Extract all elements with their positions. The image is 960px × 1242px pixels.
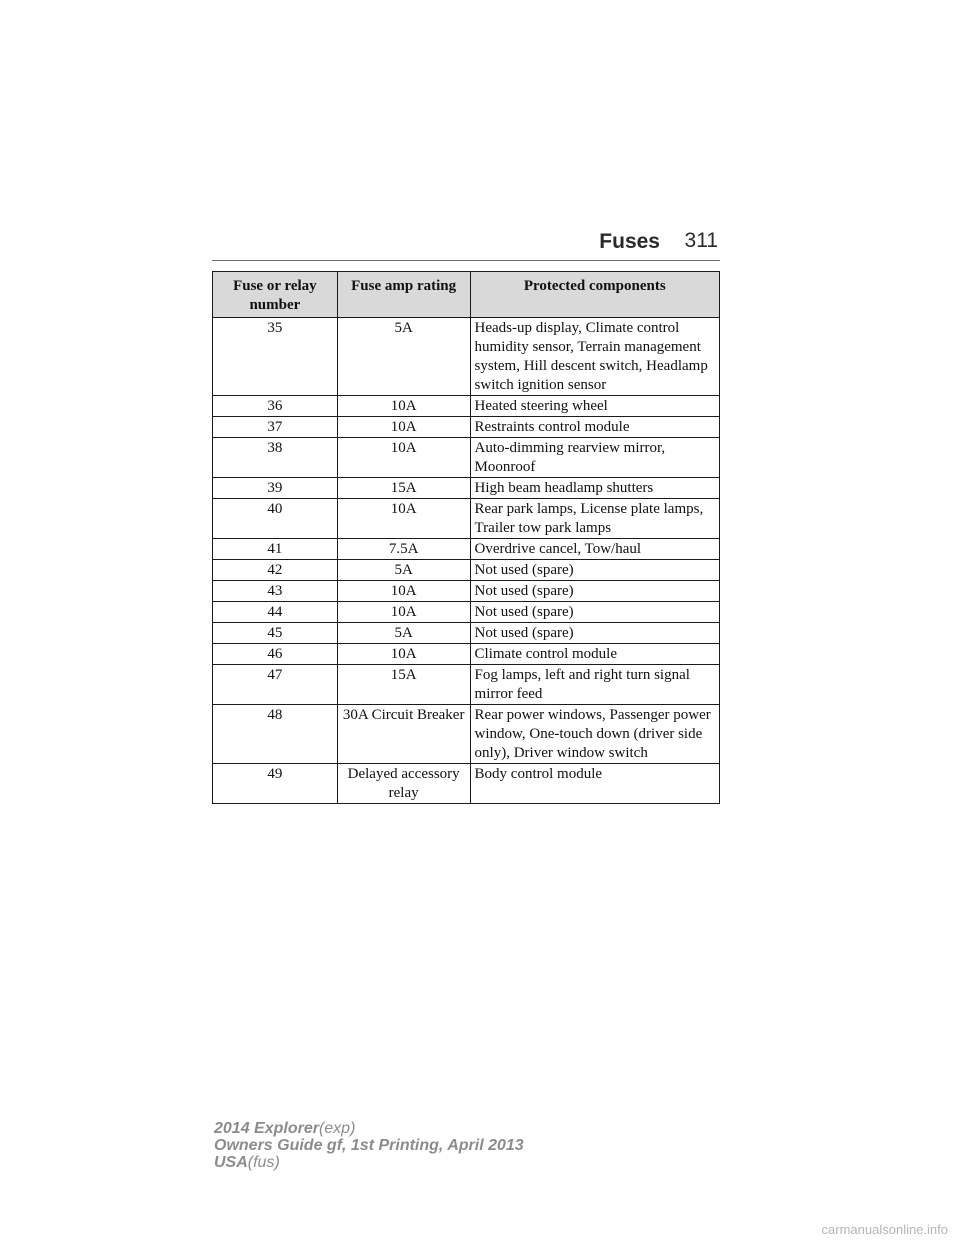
amp-rating-cell: 10A (337, 396, 470, 417)
fuse-number-cell: 35 (213, 318, 338, 396)
fuse-number-cell: 49 (213, 764, 338, 804)
fuse-number-cell: 40 (213, 499, 338, 539)
table-row (213, 705, 720, 764)
protected-components-cell: Body control module (470, 764, 719, 804)
fuse-number-cell: 42 (213, 560, 338, 581)
table-row (213, 623, 720, 644)
amp-rating-cell: 10A (337, 499, 470, 539)
fuse-number-cell: 38 (213, 438, 338, 478)
footer-line-model (214, 1120, 524, 1137)
footer-model-code: (exp) (318, 1120, 356, 1137)
footer-line-printing: Owners Guide gf, 1st Printing, April 2013 (214, 1137, 524, 1154)
fuse-number-cell: 41 (213, 539, 338, 560)
protected-components-cell: Not used (spare) (470, 560, 719, 581)
fuse-number-cell: 37 (213, 417, 338, 438)
fuse-number-cell: 45 (213, 623, 338, 644)
fuse-number-cell: 36 (213, 396, 338, 417)
watermark: carmanualsonline.info (821, 1222, 948, 1237)
amp-rating-cell: 5A (337, 318, 470, 396)
fuse-number-cell: 48 (213, 705, 338, 764)
protected-components-cell: Fog lamps, left and right turn signal mirror feed (470, 665, 719, 705)
column-header-amp-rating: Fuse amp rating (337, 272, 470, 318)
fuse-table (212, 271, 720, 804)
amp-rating-cell: Delayed accessory relay (337, 764, 470, 804)
amp-rating-cell: 10A (337, 581, 470, 602)
fuse-number-cell: 46 (213, 644, 338, 665)
table-row (213, 764, 720, 804)
document-footer (214, 1120, 524, 1171)
table-row (213, 581, 720, 602)
amp-rating-cell: 10A (337, 602, 470, 623)
fuse-number-cell: 39 (213, 478, 338, 499)
protected-components-cell: Restraints control module (470, 417, 719, 438)
footer-market-code: (fus) (247, 1154, 280, 1171)
footer-model: 2014 Explorer (214, 1120, 319, 1137)
amp-rating-cell: 15A (337, 665, 470, 705)
protected-components-cell: Not used (spare) (470, 623, 719, 644)
column-header-protected-components: Protected components (470, 272, 719, 318)
table-row (213, 438, 720, 478)
protected-components-cell: Not used (spare) (470, 581, 719, 602)
table-row (213, 665, 720, 705)
column-header-fuse-number: Fuse or relay number (213, 272, 338, 318)
table-row (213, 560, 720, 581)
table-row (213, 539, 720, 560)
table-row (213, 478, 720, 499)
table-row (213, 417, 720, 438)
protected-components-cell: Climate control module (470, 644, 719, 665)
table-row (213, 602, 720, 623)
fuse-number-cell: 47 (213, 665, 338, 705)
amp-rating-cell: 5A (337, 623, 470, 644)
protected-components-cell: Overdrive cancel, Tow/haul (470, 539, 719, 560)
amp-rating-cell: 7.5A (337, 539, 470, 560)
amp-rating-cell: 10A (337, 438, 470, 478)
footer-market: USA (214, 1154, 248, 1171)
amp-rating-cell: 15A (337, 478, 470, 499)
protected-components-cell: Not used (spare) (470, 602, 719, 623)
protected-components-cell: High beam headlamp shutters (470, 478, 719, 499)
table-header-row (213, 272, 720, 318)
protected-components-cell: Rear park lamps, License plate lamps, Trailer tow park lamps (470, 499, 719, 539)
protected-components-cell: Heads-up display, Climate control humidity sensor, Terrain management system, Hill descent switch, Headlamp switch ignition sensor (470, 318, 719, 396)
protected-components-cell: Rear power windows, Passenger power window, One-touch down (driver side only), Driver window switch (470, 705, 719, 764)
page-number: 311 (684, 229, 718, 252)
table-row (213, 396, 720, 417)
fuse-number-cell: 44 (213, 602, 338, 623)
footer-line-market (214, 1154, 524, 1171)
amp-rating-cell: 5A (337, 560, 470, 581)
section-title: Fuses (599, 230, 660, 253)
table-row (213, 318, 720, 396)
fuse-number-cell: 43 (213, 581, 338, 602)
amp-rating-cell: 30A Circuit Breaker (337, 705, 470, 764)
amp-rating-cell: 10A (337, 417, 470, 438)
table-row (213, 644, 720, 665)
protected-components-cell: Heated steering wheel (470, 396, 719, 417)
page-header (212, 226, 720, 261)
table-row (213, 499, 720, 539)
protected-components-cell: Auto-dimming rearview mirror, Moonroof (470, 438, 719, 478)
amp-rating-cell: 10A (337, 644, 470, 665)
